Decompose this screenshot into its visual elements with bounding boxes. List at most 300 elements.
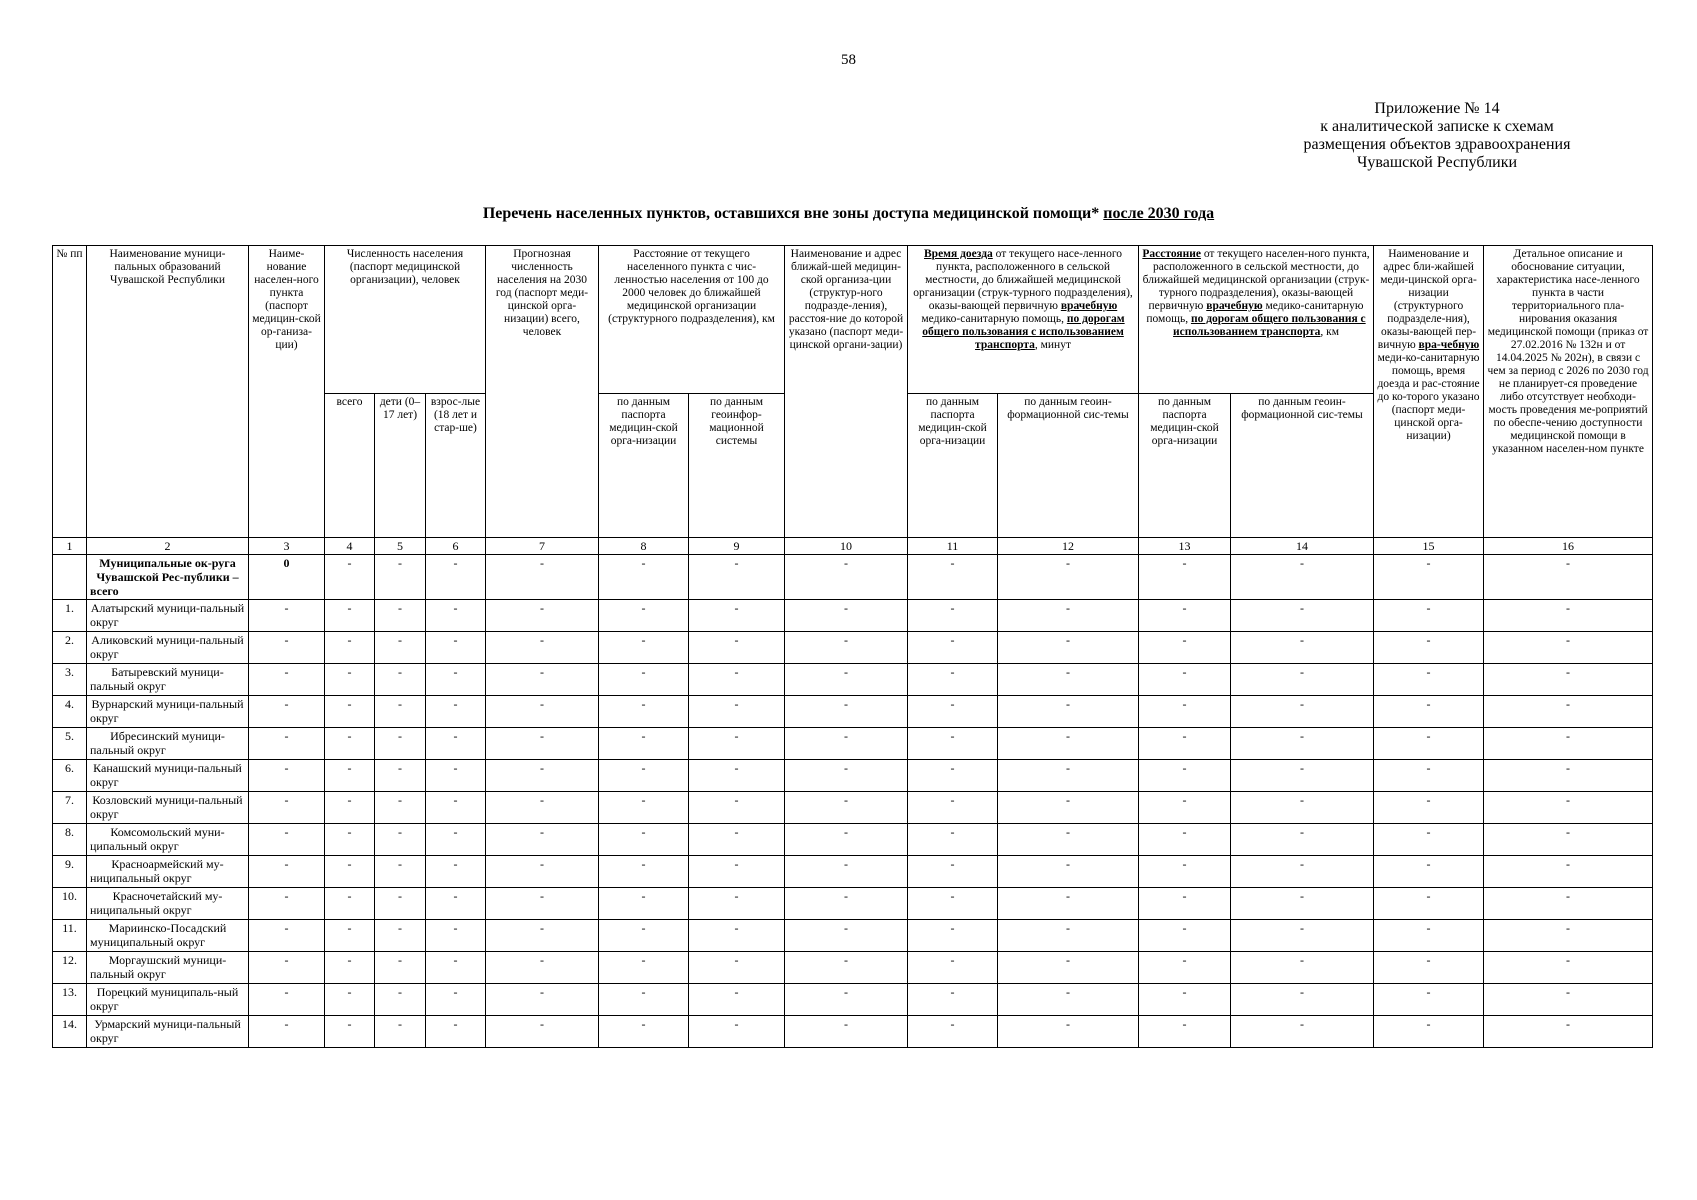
municipality-name-cell: Моргаушский муници-пальный округ xyxy=(87,952,249,984)
header-population-adults: взрос-лые (18 лет и стар-ше) xyxy=(426,394,486,538)
dash-cell: - xyxy=(1484,984,1653,1016)
dash-cell: - xyxy=(599,1016,689,1048)
dash-cell: - xyxy=(375,792,426,824)
dash-cell: - xyxy=(1374,1016,1484,1048)
dash-cell: - xyxy=(689,952,785,984)
dash-cell: - xyxy=(1484,728,1653,760)
dash-cell: - xyxy=(375,600,426,632)
dash-cell: - xyxy=(426,856,486,888)
row-number-cell: 6. xyxy=(53,760,87,792)
dash-cell: - xyxy=(1139,632,1231,664)
dash-cell: - xyxy=(486,600,599,632)
dash-cell: - xyxy=(325,856,375,888)
dash-cell: - xyxy=(1231,760,1374,792)
row-number-cell: 13. xyxy=(53,984,87,1016)
municipality-name-cell: Комсомольский муни-ципальный округ xyxy=(87,824,249,856)
header-nearest-primary-text-1: Наименование и адрес бли-жайшей меди-цинской орга-низации (структурного подразделе-ния), оказы-вающей пер-вичную xyxy=(1377,248,1477,351)
dash-cell: - xyxy=(375,728,426,760)
header-description: Детальное описание и обоснование ситуации, характеристика насе-ленного пункта в части территориального пла-нирования оказания медицинской помощи (приказ от 27.02.2016 № 132н и от 14.04.2025 № 202н), в связи с чем за период с 2026 по 2030 год не планирует-ся проведение либо отсутствует необходи-мость проведения ме-роприятий по обеспе-чению доступности медицинской помощи в указанном населен-ном пункте xyxy=(1484,246,1653,538)
dash-cell: - xyxy=(249,824,325,856)
dash-cell: - xyxy=(486,696,599,728)
header-travel-time-bold: Время доезда xyxy=(924,248,993,260)
header-forecast: Прогнозная численность населения на 2030 год (паспорт меди-цинской орга-низации) всего, человек xyxy=(486,246,599,538)
appendix-line-3: размещения объектов здравоохранения xyxy=(1303,136,1571,153)
dash-cell: - xyxy=(375,632,426,664)
header-distance-text-2: медико-санитарную помощь, xyxy=(1146,300,1364,325)
dash-cell: - xyxy=(249,856,325,888)
dash-cell: - xyxy=(689,792,785,824)
dash-cell: - xyxy=(1484,664,1653,696)
municipality-name-cell: Красноармейский му-ниципальный округ xyxy=(87,856,249,888)
dash-cell: - xyxy=(1139,696,1231,728)
dash-cell: - xyxy=(1139,824,1231,856)
dash-cell: - xyxy=(1484,1016,1653,1048)
header-travel-time-text-3: , минут xyxy=(1034,339,1071,351)
municipality-name-cell: Урмарский муници-пальный округ xyxy=(87,1016,249,1048)
dash-cell: - xyxy=(375,1016,426,1048)
dash-cell: - xyxy=(908,664,998,696)
dash-cell: - xyxy=(486,555,599,600)
dash-cell: - xyxy=(908,920,998,952)
appendix-line-2: к аналитической записке к схемам xyxy=(1320,118,1554,135)
dash-cell: - xyxy=(1484,856,1653,888)
row-number-cell xyxy=(53,555,87,600)
municipality-name-cell: Порецкий муниципаль-ный округ xyxy=(87,984,249,1016)
dash-cell: - xyxy=(1139,984,1231,1016)
dash-cell: - xyxy=(1484,952,1653,984)
dash-cell: - xyxy=(998,728,1139,760)
dash-cell: - xyxy=(375,760,426,792)
header-travel-time-text-2: медико-санитарную помощь, xyxy=(921,313,1067,325)
total-row-settlements-count: 0 xyxy=(249,555,325,600)
dash-cell: - xyxy=(486,856,599,888)
dash-cell: - xyxy=(1484,792,1653,824)
dash-cell: - xyxy=(599,888,689,920)
total-row xyxy=(53,555,1653,600)
column-number-cell: 4 xyxy=(325,538,375,555)
dash-cell: - xyxy=(998,856,1139,888)
dash-cell: - xyxy=(325,888,375,920)
dash-cell: - xyxy=(785,952,908,984)
dash-cell: - xyxy=(1231,984,1374,1016)
dash-cell: - xyxy=(908,856,998,888)
dash-cell: - xyxy=(426,664,486,696)
dash-cell: - xyxy=(375,696,426,728)
dash-cell: - xyxy=(1231,1016,1374,1048)
dash-cell: - xyxy=(1231,920,1374,952)
dash-cell: - xyxy=(785,760,908,792)
header-population-total: всего xyxy=(325,394,375,538)
dash-cell: - xyxy=(375,888,426,920)
dash-cell: - xyxy=(785,792,908,824)
dash-cell: - xyxy=(785,888,908,920)
dash-cell: - xyxy=(908,952,998,984)
dash-cell: - xyxy=(998,632,1139,664)
dash-cell: - xyxy=(1231,792,1374,824)
dash-cell: - xyxy=(1139,664,1231,696)
dash-cell: - xyxy=(599,728,689,760)
column-number-cell: 13 xyxy=(1139,538,1231,555)
header-population: Численность населения (паспорт медицинской организации), человек xyxy=(325,246,486,394)
header-travel-time-gis: по данным геоин-формационной сис-темы xyxy=(998,394,1139,538)
dash-cell: - xyxy=(689,555,785,600)
column-number-cell: 15 xyxy=(1374,538,1484,555)
dash-cell: - xyxy=(689,824,785,856)
header-settlement: Наиме-нование населен-ного пункта (паспорт медицин-ской ор-ганиза-ции) xyxy=(249,246,325,538)
header-population-children: дети (0–17 лет) xyxy=(375,394,426,538)
dash-cell: - xyxy=(998,760,1139,792)
dash-cell: - xyxy=(1484,760,1653,792)
dash-cell: - xyxy=(249,760,325,792)
table-row xyxy=(53,952,1653,984)
dash-cell: - xyxy=(325,792,375,824)
dash-cell: - xyxy=(375,856,426,888)
dash-cell: - xyxy=(1484,555,1653,600)
row-number-cell: 10. xyxy=(53,888,87,920)
header-nearest-primary xyxy=(1374,246,1484,538)
dash-cell: - xyxy=(689,760,785,792)
dash-cell: - xyxy=(1231,824,1374,856)
dash-cell: - xyxy=(1484,824,1653,856)
dash-cell: - xyxy=(998,888,1139,920)
dash-cell: - xyxy=(1374,664,1484,696)
dash-cell: - xyxy=(908,555,998,600)
dash-cell: - xyxy=(785,728,908,760)
column-number-cell: 8 xyxy=(599,538,689,555)
dash-cell: - xyxy=(249,600,325,632)
header-distance-text-3: , км xyxy=(1320,326,1340,338)
column-number-cell: 12 xyxy=(998,538,1139,555)
title-main: Перечень населенных пунктов, оставшихся вне зоны доступа медицинской помощи* xyxy=(482,205,1104,222)
dash-cell: - xyxy=(689,696,785,728)
header-travel-time-text-1: от текущего насе-ленного пункта, расположенного в сельской местности, до ближайшей медицинской организации (струк-турного подразделения), оказы-вающей первичную xyxy=(913,248,1133,312)
dash-cell: - xyxy=(785,696,908,728)
appendix-line-1: Приложение № 14 xyxy=(1374,100,1500,117)
dash-cell: - xyxy=(908,632,998,664)
dash-cell: - xyxy=(908,600,998,632)
table-row xyxy=(53,664,1653,696)
dash-cell: - xyxy=(375,952,426,984)
dash-cell: - xyxy=(426,728,486,760)
dash-cell: - xyxy=(1484,632,1653,664)
dash-cell: - xyxy=(689,632,785,664)
dash-cell: - xyxy=(486,984,599,1016)
dash-cell: - xyxy=(1231,728,1374,760)
dash-cell: - xyxy=(599,824,689,856)
dash-cell: - xyxy=(1231,952,1374,984)
dash-cell: - xyxy=(1374,555,1484,600)
dash-cell: - xyxy=(426,888,486,920)
dash-cell: - xyxy=(426,824,486,856)
header-distance-text-1: от текущего населен-ного пункта, расположенного в сельской местности, до ближайшей медицинской организации (струк-турного подразделения), оказы-вающей первичную xyxy=(1142,248,1370,312)
dash-cell: - xyxy=(689,728,785,760)
dash-cell: - xyxy=(1231,632,1374,664)
dash-cell: - xyxy=(375,555,426,600)
municipality-name-cell: Ибресинский муници-пальный округ xyxy=(87,728,249,760)
dash-cell: - xyxy=(908,888,998,920)
row-number-cell: 4. xyxy=(53,696,87,728)
table-row xyxy=(53,600,1653,632)
dash-cell: - xyxy=(998,824,1139,856)
dash-cell: - xyxy=(1231,600,1374,632)
dash-cell: - xyxy=(249,728,325,760)
dash-cell: - xyxy=(1231,555,1374,600)
dash-cell: - xyxy=(1139,920,1231,952)
dash-cell: - xyxy=(486,1016,599,1048)
dash-cell: - xyxy=(599,920,689,952)
column-number-cell: 14 xyxy=(1231,538,1374,555)
dash-cell: - xyxy=(325,760,375,792)
dash-cell: - xyxy=(1484,888,1653,920)
title-underlined: после 2030 года xyxy=(1103,205,1215,222)
dash-cell: - xyxy=(785,920,908,952)
column-number-cell: 9 xyxy=(689,538,785,555)
dash-cell: - xyxy=(998,920,1139,952)
municipality-name-cell: Вурнарский муници-пальный округ xyxy=(87,696,249,728)
dash-cell: - xyxy=(785,555,908,600)
column-number-cell: 1 xyxy=(53,538,87,555)
header-distance-gis: по данным геоинфор-мационной системы xyxy=(689,394,785,538)
table-row xyxy=(53,856,1653,888)
table-row xyxy=(53,632,1653,664)
dash-cell: - xyxy=(1374,728,1484,760)
dash-cell: - xyxy=(599,760,689,792)
document-title xyxy=(0,205,1697,223)
header-row-1 xyxy=(53,246,1653,394)
dash-cell: - xyxy=(325,952,375,984)
dash-cell: - xyxy=(998,696,1139,728)
dash-cell: - xyxy=(908,984,998,1016)
header-travel-time-passport: по данным паспорта медицин-ской орга-низации xyxy=(908,394,998,538)
dash-cell: - xyxy=(325,984,375,1016)
dash-cell: - xyxy=(908,824,998,856)
dash-cell: - xyxy=(375,664,426,696)
dash-cell: - xyxy=(1374,760,1484,792)
dash-cell: - xyxy=(325,696,375,728)
dash-cell: - xyxy=(908,1016,998,1048)
dash-cell: - xyxy=(249,792,325,824)
dash-cell: - xyxy=(689,856,785,888)
dash-cell: - xyxy=(599,664,689,696)
column-numbers-row xyxy=(53,538,1653,555)
dash-cell: - xyxy=(1484,600,1653,632)
dash-cell: - xyxy=(1231,856,1374,888)
dash-cell: - xyxy=(599,600,689,632)
dash-cell: - xyxy=(785,856,908,888)
header-distance-primary-gis: по данным геоин-формационной сис-темы xyxy=(1231,394,1374,538)
dash-cell: - xyxy=(1139,856,1231,888)
dash-cell: - xyxy=(1374,856,1484,888)
table-row xyxy=(53,760,1653,792)
dash-cell: - xyxy=(375,920,426,952)
header-distance-100-2000: Расстояние от текущего населенного пункта с чис-ленностью населения от 100 до 2000 человек до ближайшей медицинской организации (структурного подразделения), км xyxy=(599,246,785,394)
dash-cell: - xyxy=(599,792,689,824)
dash-cell: - xyxy=(426,555,486,600)
dash-cell: - xyxy=(325,824,375,856)
dash-cell: - xyxy=(249,632,325,664)
row-number-cell: 3. xyxy=(53,664,87,696)
dash-cell: - xyxy=(998,664,1139,696)
row-number-cell: 14. xyxy=(53,1016,87,1048)
dash-cell: - xyxy=(375,824,426,856)
header-travel-time-u2: по дорогам общего пользования с использованием транспорта xyxy=(922,313,1125,351)
dash-cell: - xyxy=(249,664,325,696)
table-row xyxy=(53,920,1653,952)
dash-cell: - xyxy=(486,664,599,696)
header-distance-bold: Расстояние xyxy=(1142,248,1201,260)
total-row-name: Муниципальные ок-руга Чувашской Рес-публики – всего xyxy=(87,555,249,600)
dash-cell: - xyxy=(486,824,599,856)
dash-cell: - xyxy=(426,952,486,984)
dash-cell: - xyxy=(1139,555,1231,600)
dash-cell: - xyxy=(1231,664,1374,696)
column-number-cell: 6 xyxy=(426,538,486,555)
municipality-name-cell: Мариинско-Посадский муниципальный округ xyxy=(87,920,249,952)
dash-cell: - xyxy=(426,696,486,728)
dash-cell: - xyxy=(689,920,785,952)
row-number-cell: 8. xyxy=(53,824,87,856)
dash-cell: - xyxy=(1374,888,1484,920)
municipality-name-cell: Красночетайский му-ниципальный округ xyxy=(87,888,249,920)
dash-cell: - xyxy=(785,984,908,1016)
dash-cell: - xyxy=(486,792,599,824)
dash-cell: - xyxy=(1139,888,1231,920)
dash-cell: - xyxy=(249,888,325,920)
dash-cell: - xyxy=(249,952,325,984)
dash-cell: - xyxy=(1374,984,1484,1016)
header-municipality: Наименование муници-пальных образований Чувашской Республики xyxy=(87,246,249,538)
dash-cell: - xyxy=(689,600,785,632)
appendix-line-4: Чувашской Республики xyxy=(1356,154,1518,171)
dash-cell: - xyxy=(1374,952,1484,984)
column-number-cell: 7 xyxy=(486,538,599,555)
dash-cell: - xyxy=(1374,696,1484,728)
dash-cell: - xyxy=(599,984,689,1016)
dash-cell: - xyxy=(426,792,486,824)
column-number-cell: 11 xyxy=(908,538,998,555)
row-number-cell: 12. xyxy=(53,952,87,984)
dash-cell: - xyxy=(325,728,375,760)
dash-cell: - xyxy=(689,888,785,920)
dash-cell: - xyxy=(1139,760,1231,792)
dash-cell: - xyxy=(486,952,599,984)
dash-cell: - xyxy=(426,1016,486,1048)
dash-cell: - xyxy=(1484,920,1653,952)
dash-cell: - xyxy=(375,984,426,1016)
dash-cell: - xyxy=(908,728,998,760)
dash-cell: - xyxy=(599,952,689,984)
dash-cell: - xyxy=(1139,792,1231,824)
dash-cell: - xyxy=(325,664,375,696)
municipality-name-cell: Алатырский муници-пальный округ xyxy=(87,600,249,632)
dash-cell: - xyxy=(908,696,998,728)
dash-cell: - xyxy=(1374,920,1484,952)
column-number-cell: 2 xyxy=(87,538,249,555)
dash-cell: - xyxy=(486,888,599,920)
dash-cell: - xyxy=(785,632,908,664)
dash-cell: - xyxy=(249,984,325,1016)
dash-cell: - xyxy=(325,600,375,632)
page-number: 58 xyxy=(841,52,856,68)
dash-cell: - xyxy=(1374,632,1484,664)
table-row xyxy=(53,824,1653,856)
municipality-name-cell: Козловский муници-пальный округ xyxy=(87,792,249,824)
row-number-cell: 1. xyxy=(53,600,87,632)
dash-cell: - xyxy=(599,696,689,728)
column-number-cell: 5 xyxy=(375,538,426,555)
column-number-cell: 3 xyxy=(249,538,325,555)
dash-cell: - xyxy=(599,632,689,664)
dash-cell: - xyxy=(689,1016,785,1048)
dash-cell: - xyxy=(998,555,1139,600)
dash-cell: - xyxy=(249,1016,325,1048)
dash-cell: - xyxy=(325,555,375,600)
dash-cell: - xyxy=(325,1016,375,1048)
column-number-cell: 10 xyxy=(785,538,908,555)
dash-cell: - xyxy=(998,984,1139,1016)
column-number-cell: 16 xyxy=(1484,538,1653,555)
dash-cell: - xyxy=(426,984,486,1016)
dash-cell: - xyxy=(486,760,599,792)
dash-cell: - xyxy=(599,555,689,600)
header-travel-time-u1: врачебную xyxy=(1060,300,1118,312)
dash-cell: - xyxy=(1374,600,1484,632)
dash-cell: - xyxy=(908,760,998,792)
header-number: № пп xyxy=(53,246,87,538)
dash-cell: - xyxy=(426,760,486,792)
table-row xyxy=(53,984,1653,1016)
dash-cell: - xyxy=(1484,696,1653,728)
table-row xyxy=(53,888,1653,920)
dash-cell: - xyxy=(785,1016,908,1048)
header-nearest-org: Наименование и адрес ближай-шей медицин-ской организа-ции (структур-ного подразде-ления), расстоя-ние до которой указано (паспорт меди-цинской органи-зации) xyxy=(785,246,908,538)
dash-cell: - xyxy=(1231,888,1374,920)
dash-cell: - xyxy=(1139,1016,1231,1048)
dash-cell: - xyxy=(998,600,1139,632)
dash-cell: - xyxy=(426,632,486,664)
row-number-cell: 11. xyxy=(53,920,87,952)
dash-cell: - xyxy=(486,728,599,760)
row-number-cell: 2. xyxy=(53,632,87,664)
header-nearest-primary-text-2: меди-ко-санитарную помощь, время доезда и рас-стояние до ко-торого указано (паспорт меди-цинской орга-низации) xyxy=(1377,352,1480,442)
dash-cell: - xyxy=(599,856,689,888)
row-number-cell: 5. xyxy=(53,728,87,760)
table-row xyxy=(53,792,1653,824)
header-distance-u1: врачебную xyxy=(1206,300,1263,312)
row-number-cell: 7. xyxy=(53,792,87,824)
dash-cell: - xyxy=(1139,728,1231,760)
dash-cell: - xyxy=(249,920,325,952)
table-row xyxy=(53,696,1653,728)
dash-cell: - xyxy=(998,952,1139,984)
municipality-name-cell: Канашский муници-пальный округ xyxy=(87,760,249,792)
dash-cell: - xyxy=(785,664,908,696)
dash-cell: - xyxy=(1374,792,1484,824)
header-distance-passport: по данным паспорта медицин-ской орга-низации xyxy=(599,394,689,538)
dash-cell: - xyxy=(998,1016,1139,1048)
dash-cell: - xyxy=(426,600,486,632)
header-distance-primary-passport: по данным паспорта медицин-ской орга-низации xyxy=(1139,394,1231,538)
dash-cell: - xyxy=(689,984,785,1016)
row-number-cell: 9. xyxy=(53,856,87,888)
municipality-name-cell: Батыревский муници-пальный округ xyxy=(87,664,249,696)
dash-cell: - xyxy=(486,632,599,664)
header-distance-primary xyxy=(1139,246,1374,394)
table-row xyxy=(53,1016,1653,1048)
dash-cell: - xyxy=(426,920,486,952)
municipality-name-cell: Аликовский муници-пальный округ xyxy=(87,632,249,664)
dash-cell: - xyxy=(908,792,998,824)
